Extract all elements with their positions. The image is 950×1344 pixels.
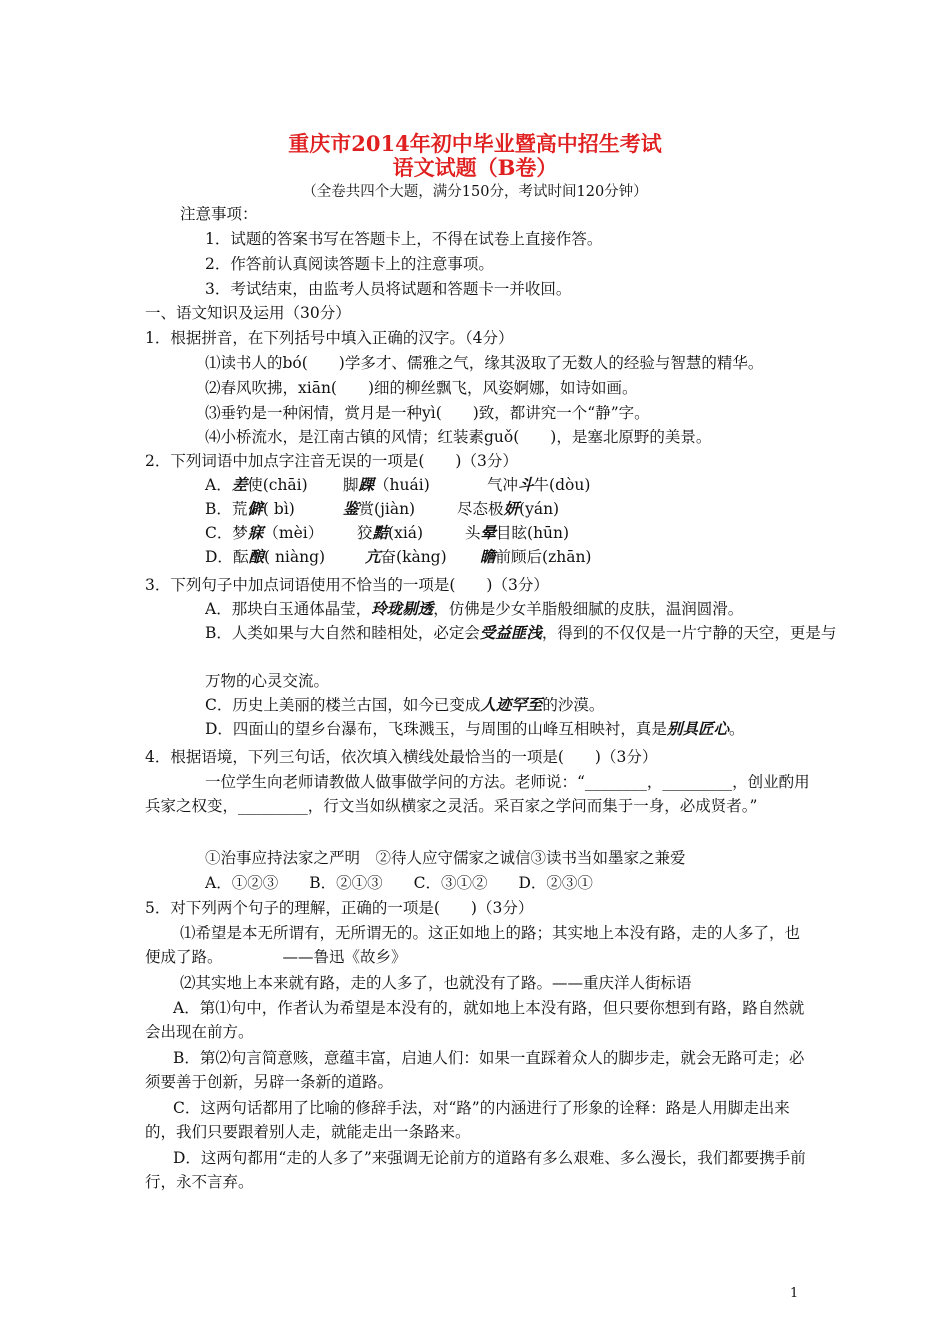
word-text: 脚 <box>343 476 359 494</box>
dotted-phrase: 别具匠心 <box>666 719 729 738</box>
q2-stem: 2．下列词语中加点字注音无误的一项是( )（3分） <box>145 452 518 470</box>
dotted-char: 僻 <box>247 499 263 518</box>
word-text: 牛(dòu) <box>533 476 591 494</box>
q4-answers: A．①②③ B．②①③ C．③①② D．②③① <box>205 874 593 892</box>
q2-option-c <box>205 521 805 545</box>
dotted-phrase: 人迹罕至 <box>480 695 543 714</box>
dotted-char: 鉴 <box>343 499 359 518</box>
q3-option-c <box>205 693 604 717</box>
q5-sentence-2: ⑵其实地上本来就有路，走的人多了，也就没有了路。——重庆洋人街标语 <box>180 974 692 992</box>
word-text: ( bì) <box>262 500 295 518</box>
q3-option-b-cont: 万物的心灵交流。 <box>205 672 330 690</box>
section1-heading: 一、语文知识及运用（30分） <box>145 304 351 322</box>
q1-item-3: ⑶垂钓是一种闲情，赏月是一种yì( )致，都讲究一个“静”字。 <box>205 404 650 422</box>
sentence-text: ，仿佛是少女羊脂般细腻的皮肤，温润圆滑。 <box>433 600 744 618</box>
q5-option-b: B．第⑵句言简意赅，意蕴丰富，启迪人们：如果一直踩着众人的脚步走，就会无路可走；必须要善于创新，另辟一条新的道路。 <box>145 1049 805 1091</box>
dotted-char: 酿 <box>248 547 264 566</box>
option-letter: C． <box>205 524 233 542</box>
dotted-char: 寐 <box>247 523 264 542</box>
q2-option-b <box>205 497 805 521</box>
dotted-char: 黠 <box>372 523 389 542</box>
q5-sentence-1 <box>145 921 811 969</box>
q3-option-b <box>205 621 836 645</box>
page-number: 1 <box>790 1286 799 1301</box>
q3-option-d <box>205 717 744 741</box>
word-text: 荒 <box>231 500 248 518</box>
word-text: (xiá) <box>388 524 424 542</box>
notes-heading: 注意事项： <box>180 205 258 223</box>
dotted-char: 瞻 <box>480 547 496 566</box>
q4-choices: ①治事应持法家之严明 ②待人应守儒家之诚信③读书当如墨家之兼爱 <box>205 849 686 867</box>
q4-passage: 一位学生向老师请教做人做事做学问的方法。老师说：“________，_________，创业酌用兵家之权变，_________，行文当如纵横家之灵活。采百家之学问而集于一身，必成贤者。” <box>145 773 810 815</box>
word-text: 目眩(hūn) <box>496 524 570 542</box>
q5-option-a: A．第⑴句中，作者认为希望是本没有的，就如地上本没有路，但只要你想到有路，路自然就会出现在前方。 <box>145 999 805 1041</box>
q3-option-a <box>205 597 743 621</box>
dotted-char: 晕 <box>480 523 497 542</box>
word-text: (yán) <box>519 500 560 518</box>
dotted-char: 妍 <box>503 499 520 518</box>
q1-item-4: ⑷小桥流水，是江南古镇的风情；红装素guǒ( )，是塞北原野的美景。 <box>205 428 712 446</box>
word-text: 使(chāi) <box>247 476 308 494</box>
dotted-char: 差 <box>231 475 248 494</box>
q2-option-d <box>205 545 805 569</box>
q1-stem: 1．根据拼音，在下列括号中填入正确的汉字。（4分） <box>145 329 514 347</box>
exam-title-line2: 语文试题（B卷） <box>392 155 558 180</box>
exam-title-line1: 重庆市2014年初中毕业暨高中招生考试 <box>288 131 662 156</box>
dotted-char: 踝 <box>358 475 375 494</box>
sentence-text: ⑴希望是本无所谓有，无所谓无的。这正如地上的路；其实地上本没有路，走的人多了，也便成了路。 <box>145 924 801 966</box>
word-text: （mèi） <box>263 524 324 542</box>
q5-option-c: C．这两句话都用了比喻的修辞手法，对“路”的内涵进行了形象的诠释：路是人用脚走出来的，我们只要跟着别人走，就能走出一条路来。 <box>145 1099 790 1141</box>
notes-item-2: 2．作答前认真阅读答题卡上的注意事项。 <box>205 255 494 273</box>
quote-source: ——鲁迅《故乡》 <box>282 948 407 966</box>
exam-subtitle: （全卷共四个大题，满分150分，考试时间120分钟） <box>302 184 648 200</box>
word-text: 前顾后(zhān) <box>495 548 592 566</box>
dotted-phrase: 受益匪浅 <box>479 623 542 642</box>
q4-stem: 4．根据语境，下列三句话，依次填入横线处最恰当的一项是( )（3分） <box>145 748 658 766</box>
word-text: 酝 <box>232 548 249 566</box>
word-text: 狡 <box>357 524 373 542</box>
sentence-text: 的沙漠。 <box>542 696 605 714</box>
word-text: 奋(kàng) <box>380 548 447 566</box>
q5-option-d: D．这两句都用“走的人多了”来强调无论前方的道路有多么艰难、多么漫长，我们都要携手前行，永不言弃。 <box>145 1149 806 1191</box>
option-letter: B． <box>205 500 232 518</box>
dotted-phrase: 玲珑剔透 <box>371 599 434 618</box>
sentence-text: 。 <box>728 720 745 738</box>
word-text: ( niàng) <box>263 548 326 566</box>
q1-item-1: ⑴读书人的bó( )学多才、儒雅之气，缘其汲取了无数人的经验与智慧的精华。 <box>205 354 764 372</box>
q2-option-a <box>205 473 805 497</box>
q1-item-2: ⑵春风吹拂，xiān( )细的柳丝飘飞，风姿婀娜，如诗如画。 <box>205 379 638 397</box>
dotted-char: 亢 <box>365 547 381 566</box>
word-text: 梦 <box>232 524 248 542</box>
sentence-text: A．那块白玉通体晶莹， <box>205 600 372 618</box>
q5-stem: 5．对下列两个句子的理解，正确的一项是( )（3分） <box>145 899 534 917</box>
word-text: 头 <box>465 524 481 542</box>
sentence-text: ，得到的不仅仅是一片宁静的天空，更是与 <box>541 624 837 642</box>
sentence-text: D．四面山的望乡台瀑布，飞珠溅玉，与周围的山峰互相映衬，真是 <box>205 720 667 738</box>
sentence-text: B．人类如果与大自然和睦相处，必定会 <box>205 624 480 642</box>
notes-item-3: 3．考试结束，由监考人员将试题和答题卡一并收回。 <box>205 280 572 298</box>
word-text: 赏(jiàn) <box>358 500 416 518</box>
word-text: 气冲 <box>487 476 519 494</box>
notes-item-1: 1．试题的答案书写在答题卡上，不得在试卷上直接作答。 <box>205 230 603 248</box>
word-text: 尽态极 <box>457 500 504 518</box>
option-letter: D． <box>205 548 233 566</box>
sentence-text: C．历史上美丽的楼兰古国，如今已变成 <box>205 696 481 714</box>
option-letter: A． <box>205 476 232 494</box>
q3-stem: 3．下列句子中加点词语使用不恰当的一项是( )（3分） <box>145 576 549 594</box>
dotted-char: 斗 <box>518 475 534 494</box>
word-text: （huái) <box>374 476 430 494</box>
